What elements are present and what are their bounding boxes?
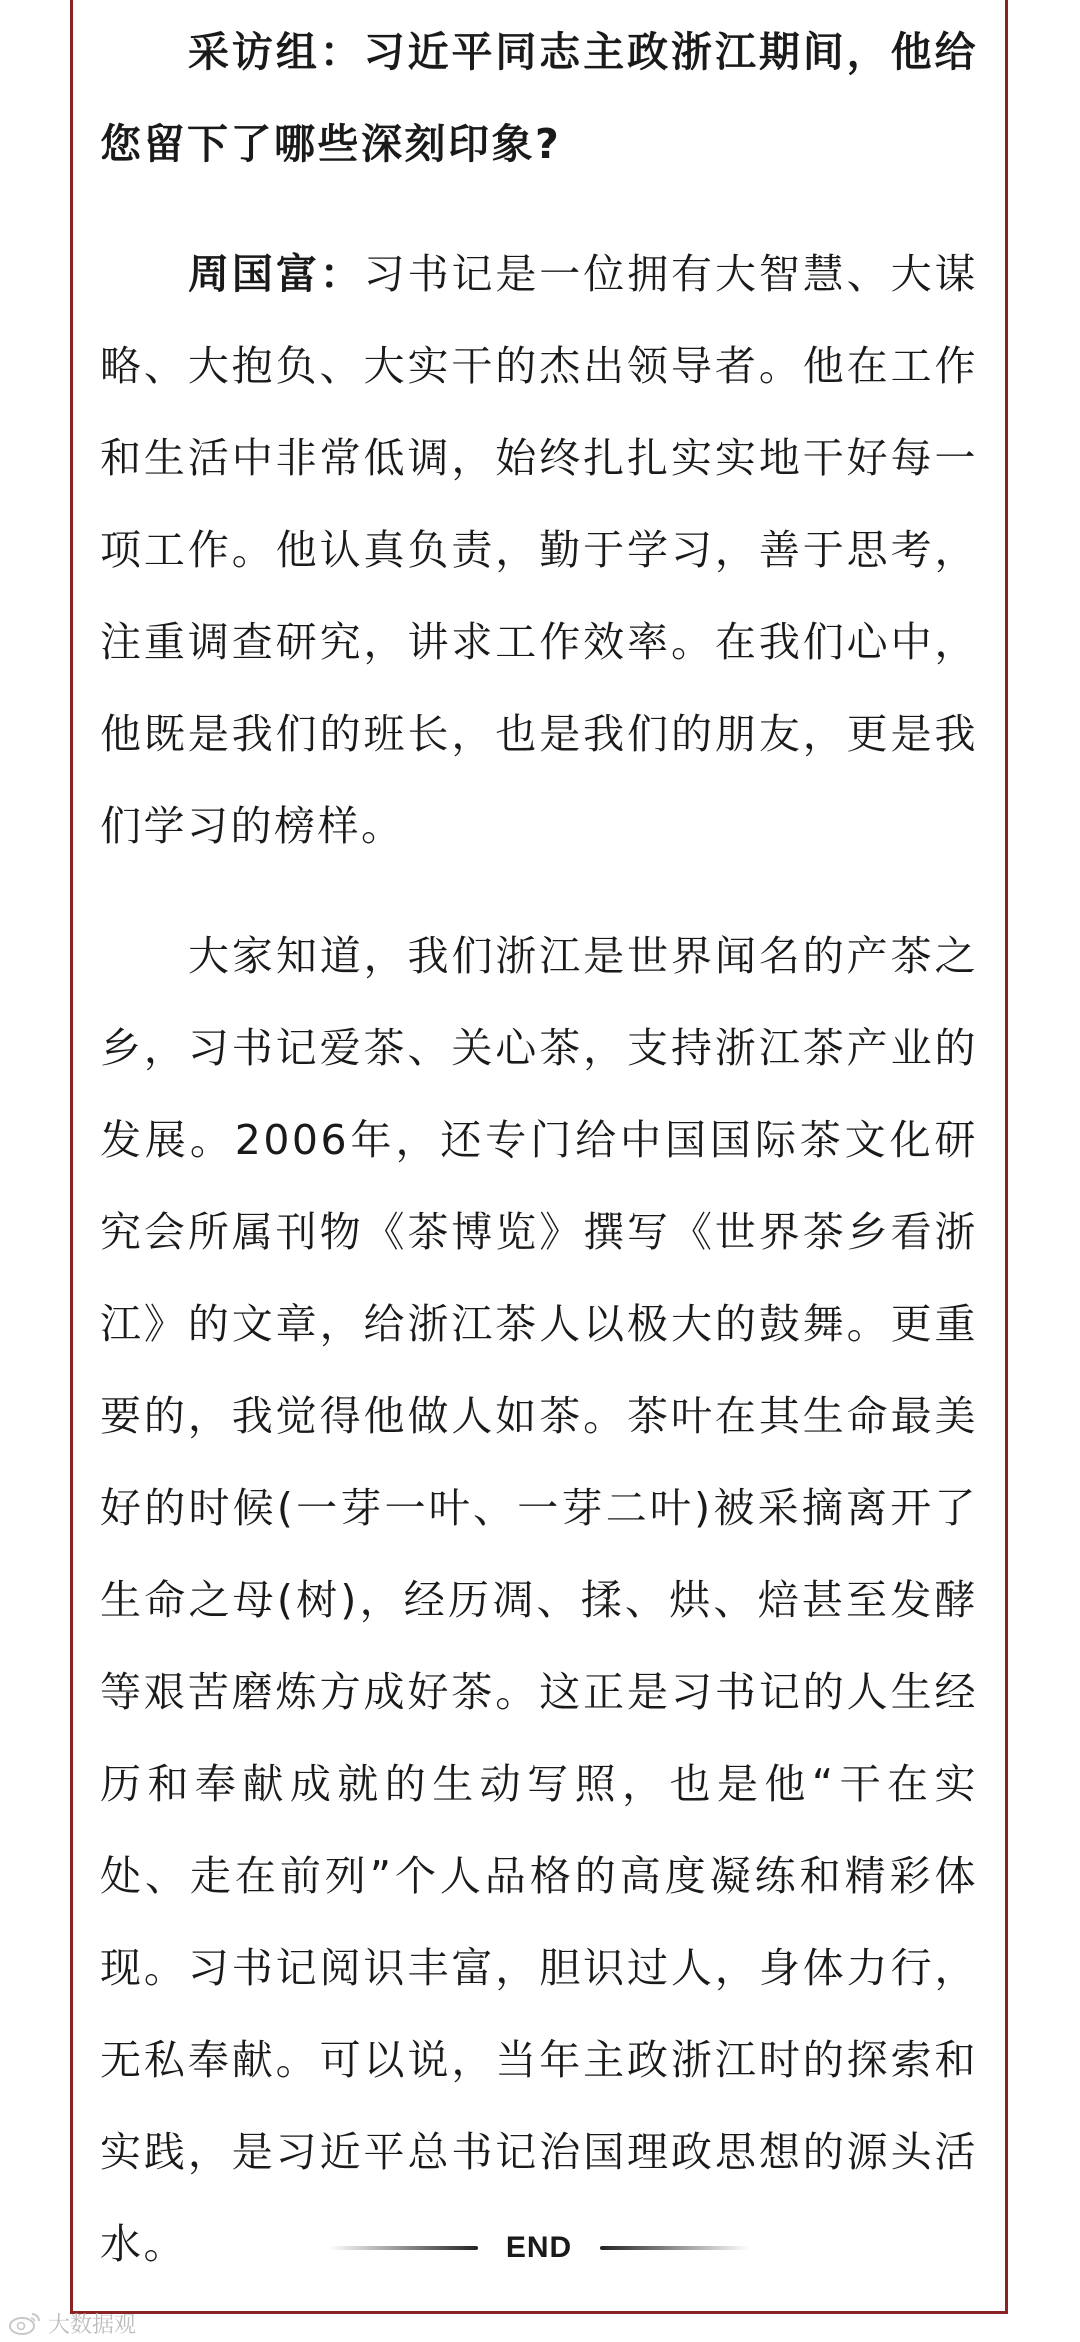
interviewer-label: 采访组： bbox=[188, 28, 364, 76]
article-body bbox=[100, 6, 978, 2292]
question-paragraph bbox=[100, 6, 978, 190]
weibo-logo-icon bbox=[8, 2310, 42, 2336]
question-text: 习近平同志主政浙江期间，他给您留下了哪些深刻印象? bbox=[100, 28, 979, 168]
answer-paragraph bbox=[100, 228, 978, 872]
end-label: END bbox=[505, 2231, 573, 2264]
end-divider bbox=[70, 2228, 1008, 2268]
body-paragraph bbox=[100, 910, 978, 2290]
answer-text: 习书记是一位拥有大智慧、大谋略、大抱负、大实干的杰出领导者。他在工作和生活中非常低调，始终扎扎实实地干好每一项工作。他认真负责，勤于学习，善于思考，注重调查研究，讲求工作效率。在我们心中，他既是我们的班长，也是我们的朋友，更是我们学习的榜样。 bbox=[100, 250, 979, 850]
end-divider-right-line bbox=[600, 2246, 750, 2250]
interviewee-label: 周国富： bbox=[188, 250, 364, 298]
end-divider-left-line bbox=[328, 2246, 478, 2250]
body-text: 大家知道，我们浙江是世界闻名的产茶之乡，习书记爱茶、关心茶，支持浙江茶产业的发展。2006年，还专门给中国国际茶文化研究会所属刊物《茶博览》撰写《世界茶乡看浙江》的文章，给浙江茶人以极大的鼓舞。更重要的，我觉得他做人如茶。茶叶在其生命最美好的时候(一芽一叶、一芽二叶)被采摘离开了生命之母(树)，经历凋、揉、烘、焙甚至发酵等艰苦磨炼方成好茶。这正是习书记的人生经历和奉献成就的生动写照，也是他“干在实处、走在前列”个人品格的高度凝练和精彩体现。习书记阅识丰富，胆识过人，身体力行，无私奉献。可以说，当年主政浙江时的探索和实践，是习近平总书记治国理政思想的源头活水。 bbox=[100, 932, 978, 2268]
source-watermark bbox=[8, 2306, 136, 2340]
watermark-text: 大数据观 bbox=[48, 2312, 137, 2338]
